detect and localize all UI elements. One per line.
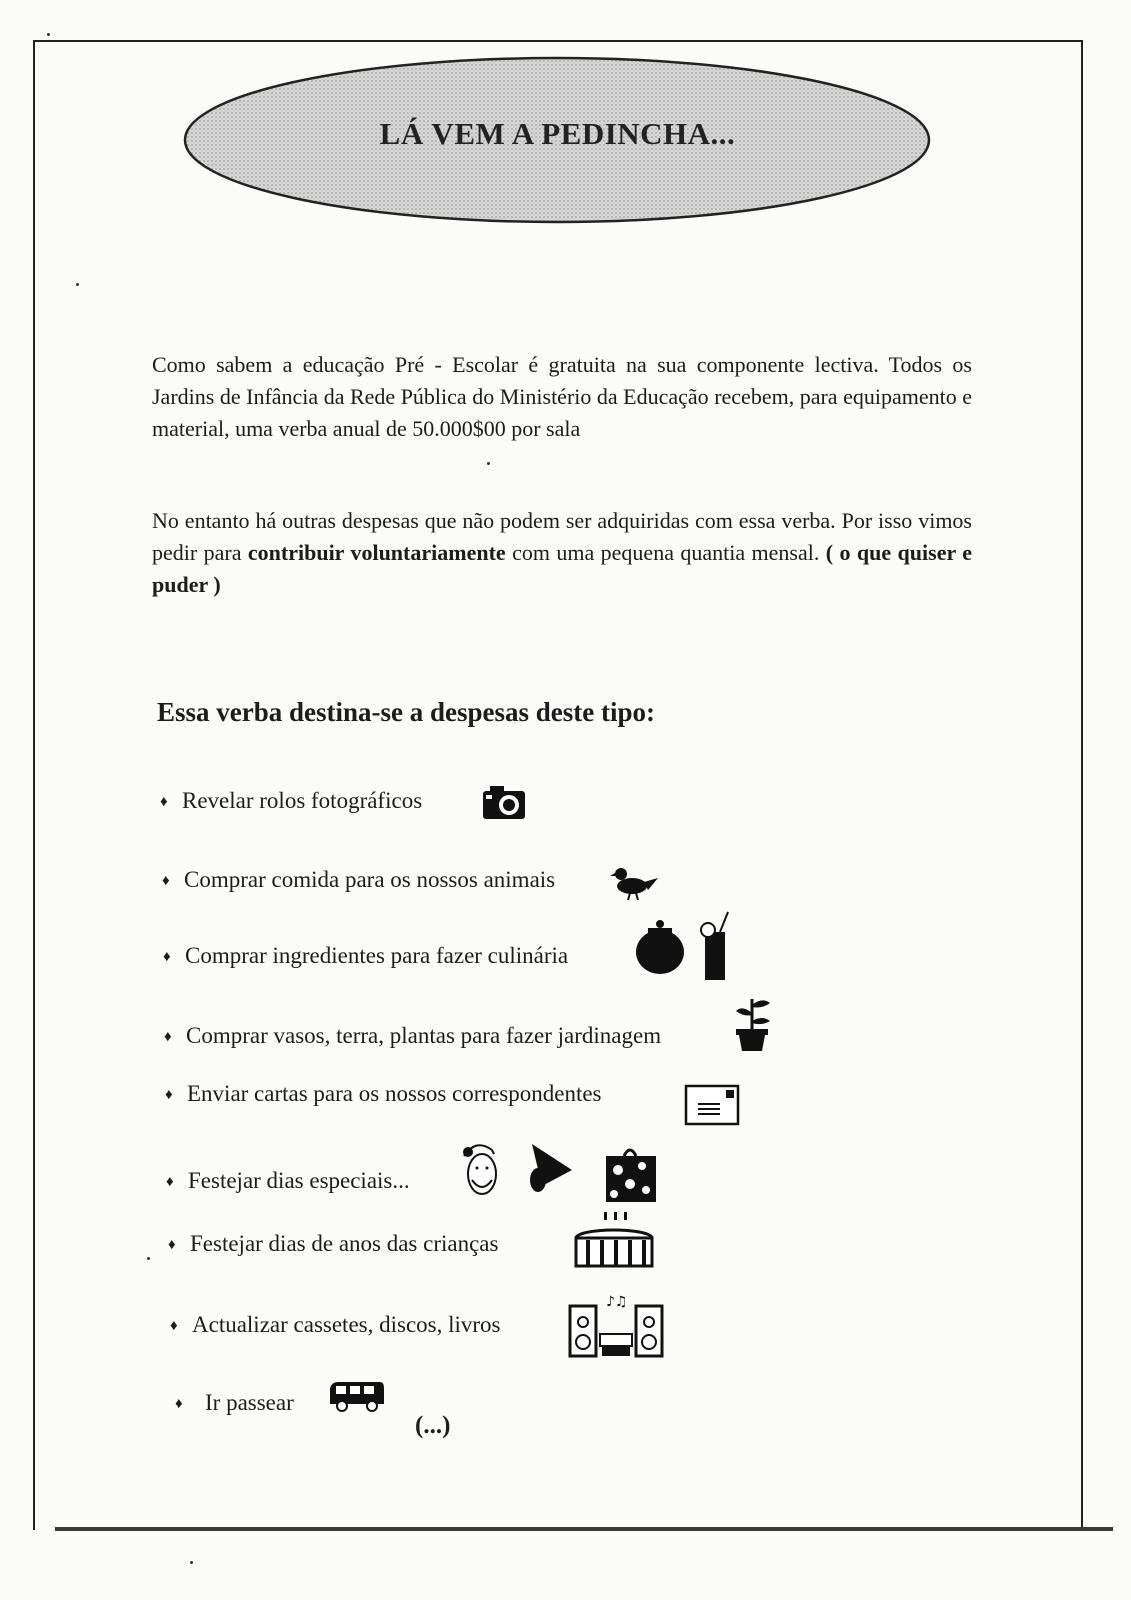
list-item: ♦ Revelar rolos fotográficos: [160, 788, 423, 813]
list-item: ♦ Festejar dias de anos das crianças: [168, 1231, 499, 1256]
camera-icon: [480, 783, 528, 823]
scan-speck: [147, 1257, 150, 1260]
diamond-bullet-icon: ♦: [163, 949, 171, 965]
diamond-bullet-icon: ♦: [165, 1087, 173, 1103]
p2-text-b: com uma pequena quantia mensal.: [505, 540, 826, 565]
bird-icon: [608, 860, 660, 902]
scan-speck: [487, 462, 490, 465]
bottom-rule: [55, 1527, 1113, 1531]
diamond-bullet-icon: ♦: [164, 1029, 172, 1045]
scan-speck: [190, 1561, 193, 1564]
envelope-icon: [684, 1084, 740, 1126]
list-item: ♦ Enviar cartas para os nossos correspondentes: [165, 1081, 602, 1106]
diamond-bullet-icon: ♦: [166, 1174, 174, 1190]
page-border-frame: [33, 40, 1083, 1530]
p2-bold-amount: ( o que quiser e puder ): [152, 540, 973, 597]
diamond-bullet-icon: ♦: [162, 873, 170, 889]
svg-text:♪♫: ♪♫: [606, 1294, 628, 1310]
list-item: ♦ Ir passear: [175, 1390, 294, 1415]
list-item: ♦ Festejar dias especiais...: [166, 1168, 410, 1193]
intro-paragraph-2: [152, 505, 972, 601]
scan-speck: [47, 33, 50, 36]
stereo-icon: [568, 1292, 668, 1362]
pot-and-drink-icon: [632, 910, 742, 982]
list-item: ♦ Actualizar cassetes, discos, livros: [170, 1312, 501, 1337]
santa-hat-gift-icon: [460, 1138, 675, 1206]
diamond-bullet-icon: ♦: [168, 1237, 176, 1253]
list-heading: Essa verba destina-se a despesas deste tipo:: [157, 697, 656, 727]
list-item: ♦ Comprar vasos, terra, plantas para fazer jardinagem: [164, 1023, 662, 1048]
title-banner: [175, 52, 940, 230]
p2-bold-contribute: contribuir voluntariamente: [247, 540, 506, 565]
potted-plant-icon: [732, 995, 776, 1053]
list-item: ♦ Comprar comida para os nossos animais: [162, 867, 556, 892]
diamond-bullet-icon: ♦: [175, 1396, 183, 1412]
closing-ellipsis: (...): [415, 1412, 451, 1439]
page-title: LÁ VEM A PEDINCHA...: [379, 116, 736, 151]
diamond-bullet-icon: ♦: [170, 1318, 178, 1334]
p2-text-a: No entanto há outras despesas que não podem ser adquiridas com essa verba. Por isso vimos pedir para: [152, 508, 972, 565]
intro-paragraph-1: Como sabem a educação Pré - Escolar é gratuita na sua componente lectiva. Todos os Jardins de Infância da Rede Pública do Ministério da Educação recebem, para equipamento e material, uma verba anual de 50.000$00 por sala: [152, 352, 972, 441]
list-item: ♦ Comprar ingredientes para fazer culinária: [163, 943, 569, 968]
diamond-bullet-icon: ♦: [160, 794, 168, 810]
birthday-cake-icon: [568, 1210, 658, 1272]
scan-speck: [76, 283, 79, 286]
van-icon: [326, 1378, 388, 1414]
